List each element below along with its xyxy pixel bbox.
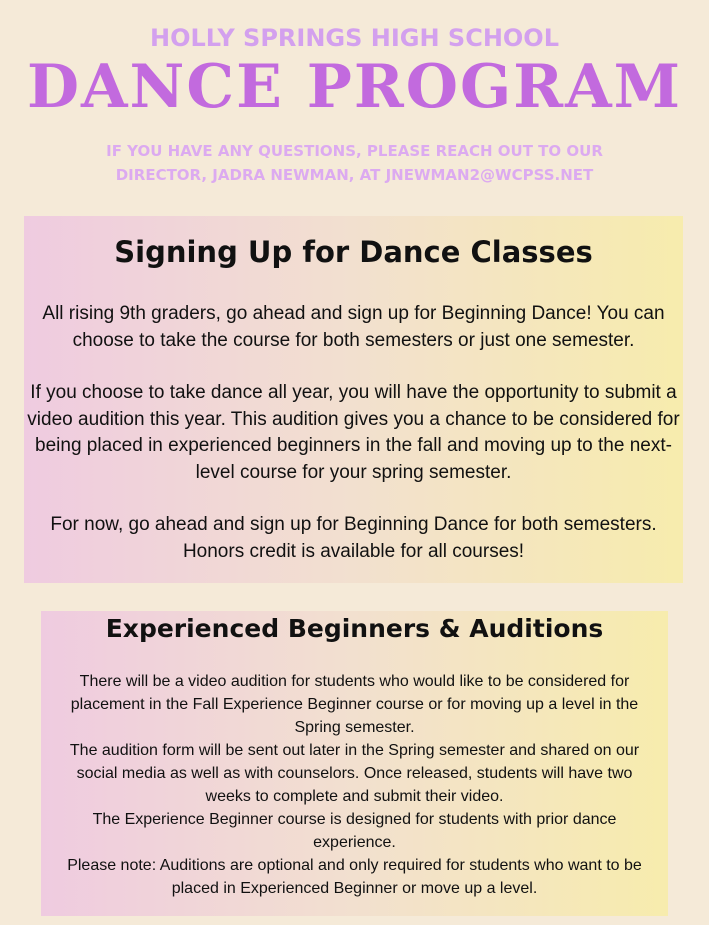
signup-paragraph: For now, go ahead and sign up for Beginning Dance for both semesters. Honors credit is available for all courses! <box>50 514 657 562</box>
contact-info: IF YOU HAVE ANY QUESTIONS, PLEASE REACH OUT TO OUR DIRECTOR, JADRA NEWMAN, AT JNEWMAN2@WCPSS.NET <box>106 142 603 184</box>
auditions-section <box>41 611 668 916</box>
page-title: DANCE PROGRAM <box>26 52 683 122</box>
auditions-paragraph: The Experience Beginner course is designed for students with prior dance experience. <box>92 811 617 851</box>
auditions-heading: Experienced Beginners & Auditions <box>105 614 604 643</box>
auditions-paragraph: The audition form will be sent out later in the Spring semester and shared on our social media as well as with counselors. Once released, students will have two weeks to complete and submit their video. <box>69 742 640 805</box>
school-name: HOLLY SPRINGS HIGH SCHOOL <box>149 24 560 52</box>
auditions-paragraph: There will be a video audition for students who would like to be considered for placement in the Fall Experience Beginner course or for moving up a level in the Spring semester. <box>70 673 639 736</box>
signup-paragraph: All rising 9th graders, go ahead and sign up for Beginning Dance! You can choose to take the course for both semesters or just one semester. <box>42 303 665 351</box>
signup-heading: Signing Up for Dance Classes <box>114 235 593 269</box>
auditions-paragraph: Please note: Auditions are optional and only required for students who want to be placed in Experienced Beginner or move up a level. <box>67 857 642 897</box>
signup-section <box>24 216 683 583</box>
signup-paragraph: If you choose to take dance all year, you will have the opportunity to submit a video audition this year. This audition gives you a chance to be considered for being placed in experienced beginners in the fall and moving up to the next-level course for your spring semester. <box>27 382 680 483</box>
